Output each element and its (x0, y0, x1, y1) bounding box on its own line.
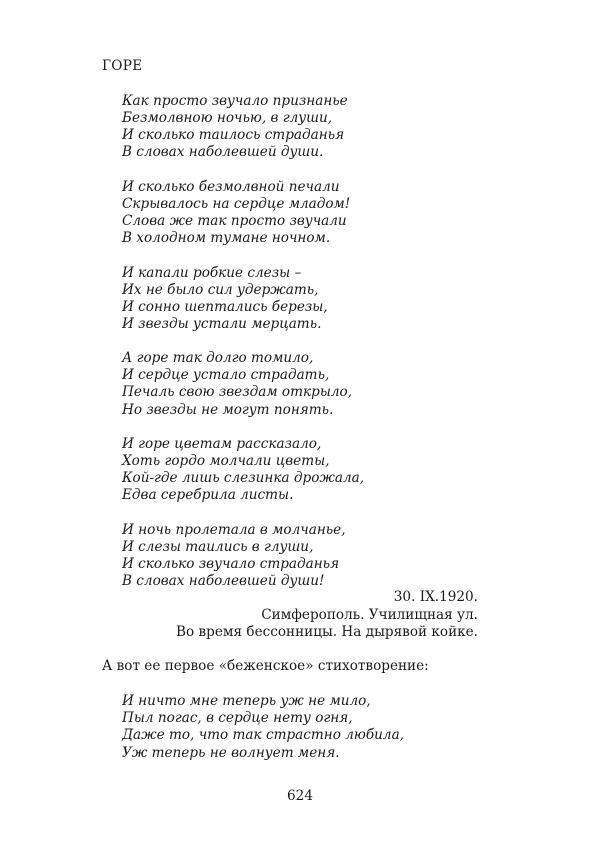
poem-signature (176, 589, 478, 642)
poem-line: А горе так долго томило, (122, 350, 314, 367)
second-poem (122, 693, 404, 762)
poem-line: И звезды устали мерцать. (122, 315, 322, 332)
stanza (122, 265, 364, 333)
poem (122, 93, 364, 590)
poem-line: В словах наболевшей души! (122, 573, 325, 590)
poem-line: Пыл погас, в сердце нету огня, (122, 710, 353, 727)
poem-line: Даже то, что так страстно любила, (122, 727, 405, 744)
poem-line: Скрывалось на сердце младом! (122, 195, 351, 212)
signature-note: Во время бессонницы. На дырявой койке. (176, 624, 478, 641)
stanza (122, 93, 364, 161)
stanza (122, 522, 364, 590)
poem-line: Безмолвною ночью, в глуши, (122, 110, 333, 127)
poem-line: В холодном тумане ночном. (122, 230, 331, 247)
poem-line: Слова же так просто звучали (122, 212, 347, 229)
page-number: 624 (287, 788, 313, 804)
poem-line: Уж теперь не волнует меня. (122, 744, 340, 761)
poem-line: И горе цветам рассказало, (122, 436, 322, 453)
poem-line: Их не было сил удержать, (122, 281, 319, 298)
stanza (122, 350, 364, 418)
poem-line: И слезы таились в глуши, (122, 538, 314, 555)
poem-title: ГОРЕ (102, 58, 143, 74)
poem-line: И сколько безмолвной печали (122, 178, 340, 195)
poem-line: Печаль свою звездам открыло, (122, 384, 353, 401)
poem-line: И капали робкие слезы – (122, 264, 302, 281)
poem-line: Едва серебрила листы. (122, 487, 294, 504)
poem-line: В словах наболевшей души. (122, 144, 324, 161)
stanza (122, 179, 364, 247)
poem-line: Кой-где лишь слезинка дрожала, (122, 470, 365, 487)
poem-line: И ничто мне теперь уж не мило, (122, 693, 371, 709)
poem-line: Хоть гордо молчали цветы, (122, 453, 330, 470)
poem-line: Как просто звучало признанье (122, 93, 348, 109)
poem-line: И сонно шептались березы, (122, 298, 328, 315)
poem-line: Но звезды не могут понять. (122, 401, 334, 418)
signature-date: 30. IX.1920. (393, 589, 478, 605)
prose-paragraph: А вот ее первое «беженское» стихотворение: (102, 658, 429, 674)
poem-line: И сердце устало страдать, (122, 367, 330, 384)
poem-line: И сколько звучало страданья (122, 556, 340, 573)
poem-line: И ночь пролетала в молчанье, (122, 521, 346, 538)
signature-place: Симферополь. Училищная ул. (261, 606, 478, 623)
stanza (122, 436, 364, 504)
poem-line: И сколько таилось страданья (122, 127, 345, 144)
